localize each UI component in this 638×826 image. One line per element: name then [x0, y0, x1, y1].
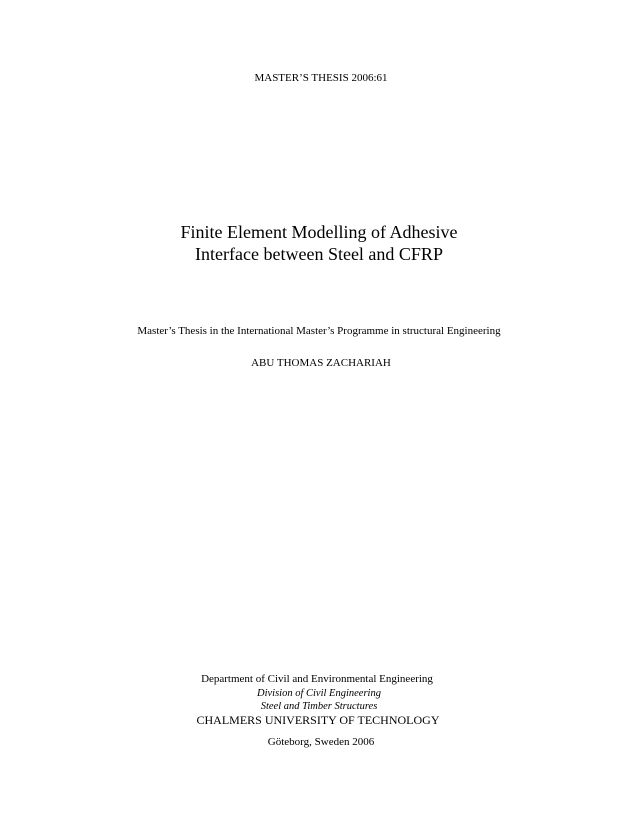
university-name: CHALMERS UNIVERSITY OF TECHNOLOGY	[196, 713, 440, 727]
thesis-title-line-1: Finite Element Modelling of Adhesive	[180, 222, 458, 242]
thesis-number: MASTER’S THESIS 2006:61	[254, 72, 388, 84]
author-name: ABU THOMAS ZACHARIAH	[251, 357, 391, 369]
place-and-year: Göteborg, Sweden 2006	[267, 736, 375, 748]
thesis-title	[0, 221, 638, 265]
department-name: Department of Civil and Environmental Engineering	[201, 673, 433, 685]
thesis-title-line-2: Interface between Steel and CFRP	[195, 244, 443, 264]
programme-subtitle: Master’s Thesis in the International Master’s Programme in structural Engineering	[137, 325, 501, 337]
section-name: Steel and Timber Structures	[260, 701, 378, 712]
division-name: Division of Civil Engineering	[257, 688, 381, 699]
